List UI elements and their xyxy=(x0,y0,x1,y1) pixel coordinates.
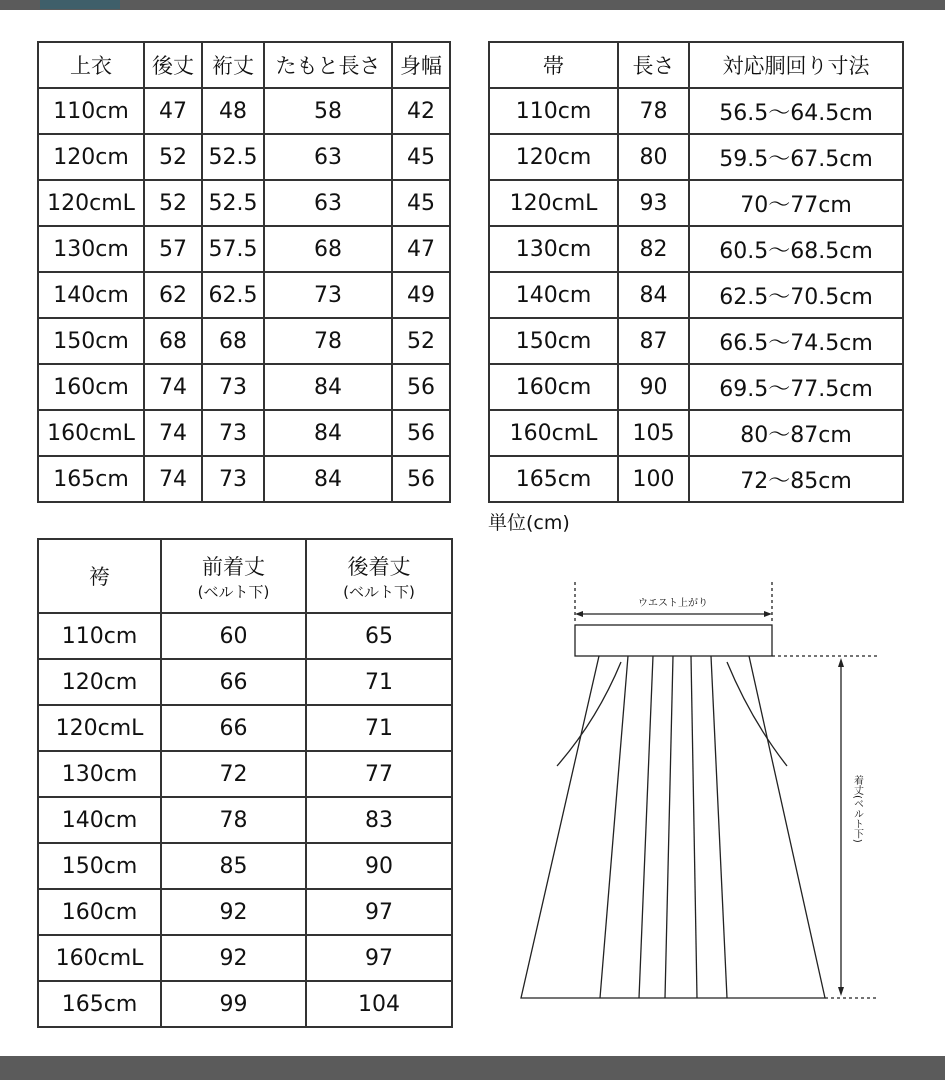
sleeve-pouch-cell: 63 xyxy=(264,134,392,180)
size-cell: 110cm xyxy=(38,613,161,659)
header-back-length: 後丈 xyxy=(144,42,202,88)
sleeve-pouch-cell: 84 xyxy=(264,456,392,502)
table-row xyxy=(38,981,452,1027)
header-jacket: 上衣 xyxy=(38,42,144,88)
size-cell: 150cm xyxy=(38,318,144,364)
table-row xyxy=(489,410,903,456)
back-length-cell: 71 xyxy=(306,705,452,751)
size-cell: 140cm xyxy=(38,272,144,318)
header-body-width: 身幅 xyxy=(392,42,450,88)
back-length-cell: 65 xyxy=(306,613,452,659)
size-cell: 160cmL xyxy=(38,410,144,456)
back-length-cell: 104 xyxy=(306,981,452,1027)
table-row xyxy=(489,272,903,318)
back-length-cell: 68 xyxy=(144,318,202,364)
body-width-cell: 45 xyxy=(392,134,450,180)
table-row xyxy=(489,180,903,226)
size-cell: 160cm xyxy=(38,889,161,935)
body-width-cell: 52 xyxy=(392,318,450,364)
back-length-cell: 52 xyxy=(144,180,202,226)
table-header-row xyxy=(489,42,903,88)
sleeve-pouch-cell: 63 xyxy=(264,180,392,226)
back-length-cell: 71 xyxy=(306,659,452,705)
table-row xyxy=(489,226,903,272)
sleeve-length-cell: 57.5 xyxy=(202,226,264,272)
table-row xyxy=(38,613,452,659)
table-row xyxy=(38,659,452,705)
front-length-cell: 66 xyxy=(161,705,306,751)
top-bar xyxy=(0,0,945,10)
table-row xyxy=(489,134,903,180)
front-length-cell: 66 xyxy=(161,659,306,705)
size-cell: 160cm xyxy=(489,364,618,410)
size-cell: 130cm xyxy=(38,751,161,797)
waist-range-cell: 70〜77cm xyxy=(689,180,903,226)
size-cell: 110cm xyxy=(489,88,618,134)
sleeve-pouch-cell: 84 xyxy=(264,364,392,410)
size-cell: 165cm xyxy=(489,456,618,502)
body-width-cell: 49 xyxy=(392,272,450,318)
back-length-cell: 97 xyxy=(306,889,452,935)
back-length-cell: 74 xyxy=(144,364,202,410)
header-belt: 帯 xyxy=(489,42,618,88)
header-length: 長さ xyxy=(618,42,689,88)
table-row xyxy=(38,705,452,751)
size-cell: 120cm xyxy=(489,134,618,180)
header-front-length-main: 前着丈 xyxy=(202,555,265,579)
length-cell: 93 xyxy=(618,180,689,226)
unit-note: 単位(cm) xyxy=(488,512,570,534)
length-cell: 82 xyxy=(618,226,689,272)
back-length-cell: 74 xyxy=(144,456,202,502)
jacket-size-table xyxy=(37,41,451,503)
back-length-cell: 97 xyxy=(306,935,452,981)
table-row xyxy=(489,88,903,134)
table-row xyxy=(38,843,452,889)
back-length-cell: 83 xyxy=(306,797,452,843)
sleeve-length-cell: 73 xyxy=(202,410,264,456)
length-cell: 100 xyxy=(618,456,689,502)
length-cell: 84 xyxy=(618,272,689,318)
front-length-cell: 99 xyxy=(161,981,306,1027)
length-cell: 90 xyxy=(618,364,689,410)
table-header-row xyxy=(38,539,452,613)
front-length-cell: 92 xyxy=(161,889,306,935)
header-front-length-sub: (ベルト下) xyxy=(197,583,270,601)
sleeve-length-cell: 62.5 xyxy=(202,272,264,318)
size-cell: 130cm xyxy=(489,226,618,272)
waist-range-cell: 80〜87cm xyxy=(689,410,903,456)
header-front-length xyxy=(161,539,306,613)
sleeve-pouch-cell: 78 xyxy=(264,318,392,364)
table-row xyxy=(489,364,903,410)
sleeve-pouch-cell: 84 xyxy=(264,410,392,456)
hakama-diagram xyxy=(505,570,905,1010)
length-cell: 87 xyxy=(618,318,689,364)
front-length-cell: 60 xyxy=(161,613,306,659)
body-width-cell: 56 xyxy=(392,456,450,502)
header-hakama-main: 袴 xyxy=(89,565,110,589)
body-width-cell: 42 xyxy=(392,88,450,134)
table-row xyxy=(38,797,452,843)
logo xyxy=(40,0,120,9)
size-cell: 130cm xyxy=(38,226,144,272)
back-length-cell: 57 xyxy=(144,226,202,272)
body-width-cell: 56 xyxy=(392,364,450,410)
table-row xyxy=(38,364,450,410)
back-length-cell: 77 xyxy=(306,751,452,797)
table-row xyxy=(38,935,452,981)
size-cell: 120cmL xyxy=(38,705,161,751)
length-cell: 105 xyxy=(618,410,689,456)
table-row xyxy=(38,456,450,502)
length-label: 着丈(ベルト下) xyxy=(851,775,863,843)
sleeve-length-cell: 73 xyxy=(202,364,264,410)
front-length-cell: 78 xyxy=(161,797,306,843)
table-row xyxy=(489,456,903,502)
sleeve-length-cell: 52.5 xyxy=(202,180,264,226)
sleeve-length-cell: 73 xyxy=(202,456,264,502)
table-row xyxy=(38,751,452,797)
body-width-cell: 45 xyxy=(392,180,450,226)
header-waist-range: 対応胴回り寸法 xyxy=(689,42,903,88)
size-cell: 120cmL xyxy=(38,180,144,226)
size-cell: 150cm xyxy=(38,843,161,889)
size-cell: 150cm xyxy=(489,318,618,364)
table-row xyxy=(38,889,452,935)
header-back-length-main: 後着丈 xyxy=(347,555,411,579)
back-length-cell: 47 xyxy=(144,88,202,134)
table-row xyxy=(38,318,450,364)
table-row xyxy=(38,88,450,134)
table-row xyxy=(38,180,450,226)
waist-range-cell: 72〜85cm xyxy=(689,456,903,502)
back-length-cell: 62 xyxy=(144,272,202,318)
body-width-cell: 47 xyxy=(392,226,450,272)
hakama-size-table xyxy=(37,538,453,1028)
waist-range-cell: 59.5〜67.5cm xyxy=(689,134,903,180)
sleeve-pouch-cell: 68 xyxy=(264,226,392,272)
front-length-cell: 72 xyxy=(161,751,306,797)
table-header-row xyxy=(38,42,450,88)
body-width-cell: 56 xyxy=(392,410,450,456)
waist-range-cell: 69.5〜77.5cm xyxy=(689,364,903,410)
size-cell: 120cm xyxy=(38,659,161,705)
sleeve-pouch-cell: 58 xyxy=(264,88,392,134)
belt-size-table xyxy=(488,41,904,503)
waist-range-cell: 60.5〜68.5cm xyxy=(689,226,903,272)
table-row xyxy=(38,272,450,318)
header-hakama xyxy=(38,539,161,613)
bottom-bar xyxy=(0,1056,945,1080)
waist-label: ウエスト上がり xyxy=(638,598,708,609)
size-cell: 160cmL xyxy=(38,935,161,981)
size-cell: 140cm xyxy=(489,272,618,318)
waist-range-cell: 66.5〜74.5cm xyxy=(689,318,903,364)
back-length-cell: 90 xyxy=(306,843,452,889)
size-cell: 160cm xyxy=(38,364,144,410)
size-cell: 165cm xyxy=(38,981,161,1027)
waist-range-cell: 56.5〜64.5cm xyxy=(689,88,903,134)
sleeve-pouch-cell: 73 xyxy=(264,272,392,318)
size-cell: 120cmL xyxy=(489,180,618,226)
length-cell: 80 xyxy=(618,134,689,180)
back-length-cell: 74 xyxy=(144,410,202,456)
sleeve-length-cell: 52.5 xyxy=(202,134,264,180)
table-row xyxy=(38,410,450,456)
table-row xyxy=(489,318,903,364)
header-sleeve-length: 裄丈 xyxy=(202,42,264,88)
table-row xyxy=(38,226,450,272)
size-cell: 120cm xyxy=(38,134,144,180)
waist-range-cell: 62.5〜70.5cm xyxy=(689,272,903,318)
header-back-length-sub: (ベルト下) xyxy=(343,583,415,601)
back-length-cell: 52 xyxy=(144,134,202,180)
sleeve-length-cell: 48 xyxy=(202,88,264,134)
length-cell: 78 xyxy=(618,88,689,134)
size-cell: 110cm xyxy=(38,88,144,134)
size-cell: 140cm xyxy=(38,797,161,843)
table-row xyxy=(38,134,450,180)
sleeve-length-cell: 68 xyxy=(202,318,264,364)
front-length-cell: 85 xyxy=(161,843,306,889)
size-cell: 160cmL xyxy=(489,410,618,456)
front-length-cell: 92 xyxy=(161,935,306,981)
header-sleeve-pouch: たもと長さ xyxy=(264,42,392,88)
size-cell: 165cm xyxy=(38,456,144,502)
header-back-length xyxy=(306,539,452,613)
